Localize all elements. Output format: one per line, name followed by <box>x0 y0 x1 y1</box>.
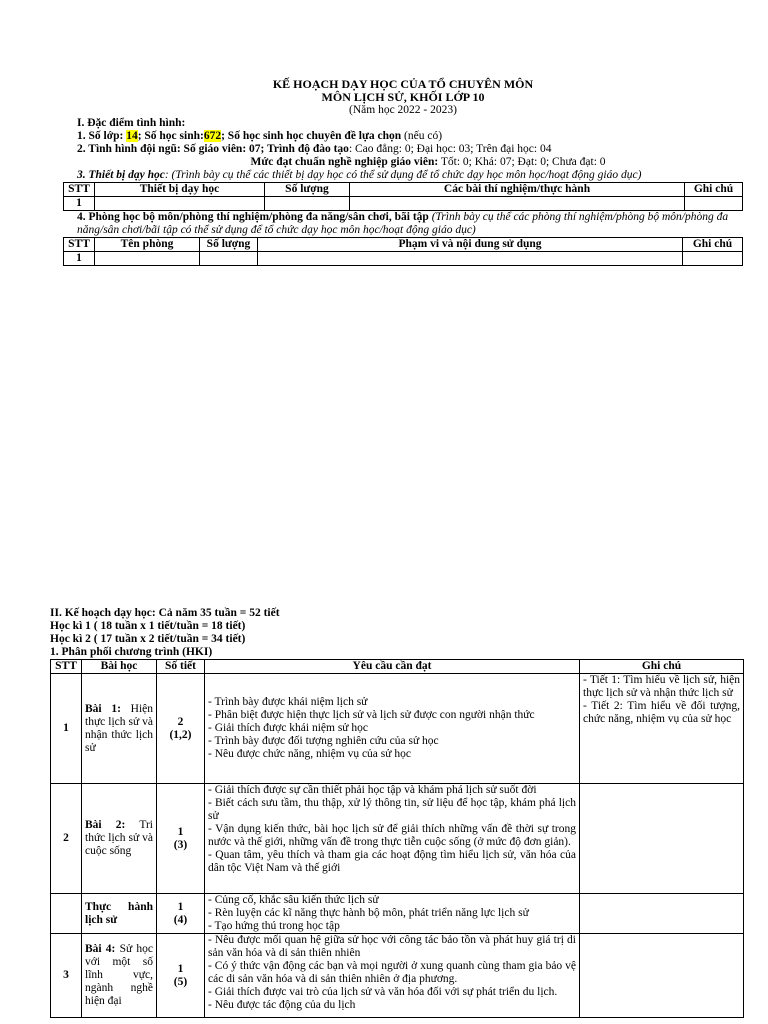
staff-info-line <box>63 143 743 156</box>
col-room-name: Tên phòng <box>95 238 200 252</box>
period-numbers: (5) <box>173 975 188 988</box>
section-1-heading: I. Đặc điểm tình hình: <box>77 117 186 129</box>
period-count: 2 <box>177 715 184 728</box>
col-notes: Ghi chú <box>683 238 743 252</box>
col-notes: Ghi chú <box>685 183 743 197</box>
row-stt <box>51 894 82 934</box>
rooms-line <box>63 211 743 237</box>
notes-cell <box>580 674 744 784</box>
page-1-content <box>63 78 743 266</box>
table-row <box>64 197 743 211</box>
row-stt: 1 <box>51 674 82 784</box>
requirement-item: - Phân biệt được hiện thực lịch sử và lịch sử được con người nhận thức <box>208 709 535 721</box>
period-count: 1 <box>177 825 184 838</box>
table-row <box>64 252 743 266</box>
standard-values: Tốt: 0; Khá: 07; Đạt: 0; Chưa đạt: 0 <box>438 156 606 168</box>
col-lesson: Bài học <box>82 660 157 674</box>
row-stt: 1 <box>64 252 95 266</box>
lesson-cell <box>82 934 157 1018</box>
distribution-heading: 1. Phân phối chương trình (HKI) <box>50 646 213 658</box>
col-requirements: Yêu cầu cần đạt <box>205 660 580 674</box>
class-count-value: 14 <box>126 130 138 142</box>
staff-values: : Cao đẳng: 0; Đại học: 03; Trên đại học: 04 <box>348 143 552 155</box>
period-numbers: (3) <box>173 838 188 851</box>
equipment-table <box>63 182 743 211</box>
row-stt: 2 <box>51 784 82 894</box>
lesson-cell <box>82 784 157 894</box>
requirements-cell <box>205 674 580 784</box>
lesson-cell <box>82 674 157 784</box>
section-2-heading: II. Kế hoạch dạy học: Cả năm 35 tuần = 52 tiết <box>50 607 280 619</box>
curriculum-table <box>50 659 744 1018</box>
col-stt: STT <box>51 660 82 674</box>
equipment-label: 3. Thiết bị dạy học <box>77 169 165 181</box>
period-count: 1 <box>177 900 184 913</box>
period-count: 1 <box>177 962 184 975</box>
notes-cell <box>580 894 744 934</box>
rooms-table <box>63 237 743 266</box>
lesson-title: Tri thức lịch sử và cuộc sống <box>85 819 153 857</box>
requirement-item: - Nêu được chức năng, nhiệm vụ của sử học <box>208 748 411 760</box>
periods-cell <box>157 894 205 934</box>
col-periods: Số tiết <box>157 660 205 674</box>
requirement-item: - Củng cố, khắc sâu kiến thức lịch sử <box>208 894 379 906</box>
lesson-number: Bài 1: <box>85 702 121 715</box>
row-stt: 3 <box>51 934 82 1018</box>
class-info-line <box>63 130 743 143</box>
lesson-title: Hiện thực lịch sử và nhận thức lịch sử <box>85 702 153 754</box>
requirement-item: - Giải thích được sự cần thiết phải học tập và khám phá lịch sử suốt đời <box>208 784 537 796</box>
requirement-item: - Có ý thức vận động các bạn và mọi người ở xung quanh cùng tham gia bảo vệ các di sản văn hóa và di sản thiên nhiên ở địa phương. <box>208 960 576 985</box>
col-quantity: Số lượng <box>265 183 350 197</box>
col-equipment: Thiết bị dạy học <box>95 183 265 197</box>
col-experiments: Các bài thí nghiệm/thực hành <box>350 183 685 197</box>
requirement-item: - Nêu được mối quan hệ giữa sử học với công tác bảo tồn và phát huy giá trị di sản văn hóa và di sản thiên nhiên <box>208 934 576 959</box>
standard-label: Mức đạt chuẩn nghề nghiệp giáo viên: <box>250 156 439 168</box>
requirement-item: - Giải thích được vai trò của lịch sử và văn hóa đối với sự phát triển du lịch. <box>208 986 558 998</box>
lesson-number: Thực hành lịch sử <box>85 900 153 926</box>
lesson-cell <box>82 894 157 934</box>
period-numbers: (1,2) <box>169 728 192 741</box>
lesson-title: Sử học với một số lĩnh vực, ngành nghề hiện đại <box>85 943 153 1007</box>
requirement-item: - Giải thích được khái niệm sử học <box>208 722 369 734</box>
note-item: - Tiết 2: Tìm hiểu về đối tượng, chức năng, nhiệm vụ của sử học <box>583 700 740 725</box>
periods-cell <box>157 674 205 784</box>
col-notes: Ghi chú <box>580 660 744 674</box>
col-stt: STT <box>64 183 95 197</box>
school-year: (Năm học 2022 - 2023) <box>349 104 457 116</box>
requirement-item: - Quan tâm, yêu thích và tham gia các hoạt động tìm hiểu lịch sử, văn hóa của dân tộc Việt Nam và thế giới <box>208 849 576 874</box>
table-row <box>51 894 744 934</box>
staff-label: 2. Tình hình đội ngũ: Số giáo viên: 07; Trình độ đào tạo <box>77 143 349 155</box>
equipment-desc: : (Trình bày cụ thể các thiết bị dạy học có thể sử dụng để tổ chức dạy học môn học/hoạt động giáo dục) <box>164 169 642 181</box>
requirement-item: - Trình bày được khái niệm lịch sử <box>208 696 368 708</box>
rooms-desc: (Trình bày cụ thể các phòng thí nghiệm/phòng bộ môn/phòng đa năng/sân chơi/bãi tập có thể sử dụng để tổ chức dạy học môn học/hoạt động giáo dục) <box>77 211 729 236</box>
table-row <box>51 934 744 1018</box>
period-numbers: (4) <box>173 913 188 926</box>
class-count-label: 1. Số lớp: <box>77 130 127 142</box>
equipment-line <box>63 169 743 182</box>
semester-2-line: Học kì 2 ( 17 tuần x 2 tiết/tuần = 34 tiết) <box>50 633 246 645</box>
student-count-label: ; Số học sinh: <box>137 130 204 142</box>
requirement-item: - Vận dụng kiến thức, bài học lịch sử để giải thích những vấn đề thời sự trong nước và thế giới, những vấn đề trong thực tiễn cuộc sống (ở mức độ đơn giản). <box>208 823 576 848</box>
document-subtitle: MÔN LỊCH SỬ, KHỐI LỚP 10 <box>321 90 485 104</box>
col-stt: STT <box>64 238 95 252</box>
table-header-row <box>51 660 744 674</box>
requirement-item: - Trình bày được đối tượng nghiên cứu của sử học <box>208 735 439 747</box>
periods-cell <box>157 934 205 1018</box>
col-quantity: Số lượng <box>200 238 258 252</box>
requirement-item: - Tạo hứng thú trong học tập <box>208 920 340 932</box>
page-2-content <box>50 607 744 1018</box>
document-title: KẾ HOẠCH DẠY HỌC CỦA TỔ CHUYÊN MÔN <box>272 77 534 91</box>
rooms-label: 4. Phòng học bộ môn/phòng thí nghiệm/phòng đa năng/sân chơi, bãi tập <box>77 211 429 223</box>
requirements-cell <box>205 894 580 934</box>
notes-cell <box>580 934 744 1018</box>
periods-cell <box>157 784 205 894</box>
table-header-row <box>64 183 743 197</box>
table-row <box>51 674 744 784</box>
standard-line <box>63 156 743 169</box>
lesson-number: Bài 4: <box>85 943 116 955</box>
col-scope: Phạm vi và nội dung sử dụng <box>258 238 683 252</box>
elective-label: ; Số học sinh học chuyên đề lựa chọn <box>221 130 405 142</box>
notes-cell <box>580 784 744 894</box>
note-item: - Tiết 1: Tìm hiểu về lịch sử, hiện thực lịch sử và nhận thức lịch sử <box>583 674 740 699</box>
requirement-item: - Nêu được tác động của du lịch <box>208 999 356 1011</box>
table-header-row <box>64 238 743 252</box>
requirement-item: - Biết cách sưu tầm, thu thập, xử lý thông tin, sử liệu để học tập, khám phá lịch sử <box>208 797 576 822</box>
lesson-number: Bài 2: <box>85 819 126 831</box>
requirements-cell <box>205 784 580 894</box>
elective-note: (nếu có) <box>404 130 443 142</box>
row-stt: 1 <box>64 197 95 211</box>
student-count-value: 672 <box>203 130 222 142</box>
requirement-item: - Rèn luyện các kĩ năng thực hành bộ môn, phát triển năng lực lịch sử <box>208 907 529 919</box>
semester-1-line: Học kì 1 ( 18 tuần x 1 tiết/tuần = 18 tiết) <box>50 620 246 632</box>
requirements-cell <box>205 934 580 1018</box>
table-row <box>51 784 744 894</box>
